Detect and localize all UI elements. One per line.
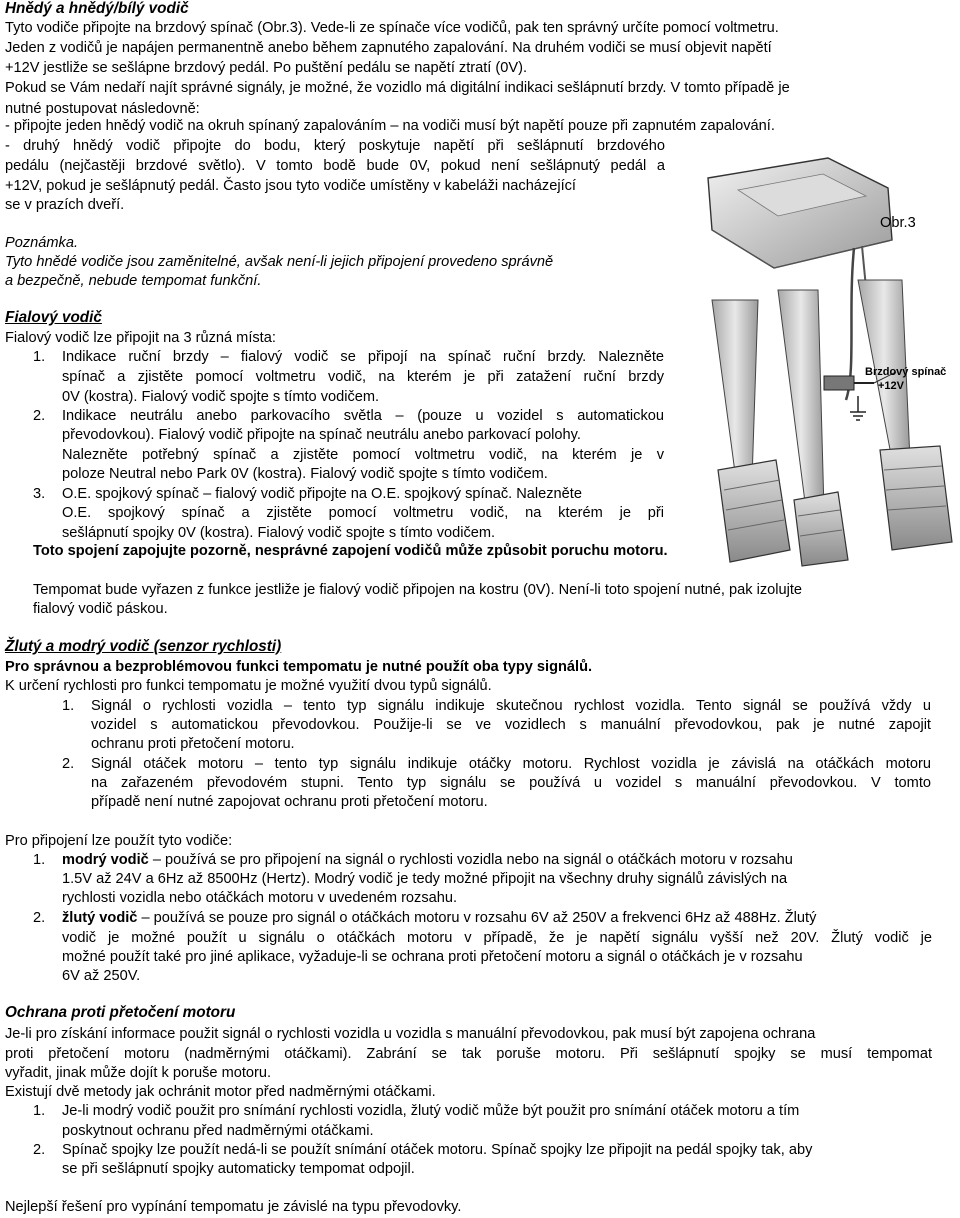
- warning-text: Toto spojení zapojujte pozorně, nesprávné zapojení vodičů může způsobit poruchu motoru.: [33, 543, 668, 559]
- figure-brake-switch: [678, 150, 958, 568]
- list-line: sešlápnutí spojky 0V (kostra). Fialový vodič spojte s tímto vodičem.: [62, 525, 496, 541]
- list-line: Indikace neutrálu anebo parkovacího světla – (pouze u vozidel s automatickou: [62, 408, 664, 424]
- list-line: možné použít také pro jiné aplikace, vyžaduje-li se ochrana proti přetočení motoru a signál o otáčkách je v rozsahu: [62, 949, 803, 965]
- list-line: O.E. spojkový spínač a zjistěte pomocí voltmetru vodič, na kterém je při: [62, 505, 664, 521]
- figure-caption: Obr.3: [880, 215, 916, 231]
- list-line: případě není nutné zapojovat ochranu proti přetočení motoru.: [91, 794, 488, 810]
- list-number: 3.: [33, 486, 46, 502]
- paragraph-line: Tyto vodiče připojte na brzdový spínač (Obr.3). Vede-li ze spínače více vodičů, pak ten správný určíte pomocí voltmetru.: [5, 20, 779, 36]
- paragraph-line: proti přetočení motoru (nadměrnými otáčkami). Zabrání se tak poruše motoru. Při sešlápnutí spojky se musí tempomat: [5, 1046, 932, 1062]
- list-line-first: [62, 851, 793, 869]
- bold-statement: Pro správnou a bezproblémovou funkci tempomatu je nutné použít oba typy signálů.: [5, 659, 593, 675]
- list-line: spínač a zjistěte pomocí voltmetru vodič, na kterém je při zatažení ruční brzdy: [62, 369, 664, 385]
- list-line: poskytnout ochranu před nadměrnými otáčkami.: [62, 1123, 374, 1139]
- closing-line: Nejlepší řešení pro vypínání tempomatu je závislé na typu převodovky.: [5, 1199, 462, 1215]
- figure-label-voltage: +12V: [878, 380, 904, 392]
- list-number: 1.: [33, 349, 46, 365]
- note-line: Tyto hnědé vodiče jsou zaměnitelné, avšak není-li jejich připojení provedeno správně: [5, 254, 554, 270]
- heading-speed-sensor: Žlutý a modrý vodič (senzor rychlosti): [5, 638, 282, 655]
- list-line: O.E. spojkový spínač – fialový vodič připojte na O.E. spojkový spínač. Nalezněte: [62, 486, 582, 502]
- list-line: Signál o rychlosti vozidla – tento typ signálu indikuje skutečnou rychlost vozidla. Tento signál se používá vždy u: [91, 698, 931, 714]
- wire-name-blue: modrý vodič: [62, 852, 149, 868]
- paragraph-line: Jeden z vodičů je napájen permanentně anebo během zapnutého zapalování. Na druhém vodiči se musí objevit napětí: [5, 40, 772, 56]
- list-line: 0V (kostra). Fialový vodič spojte s tímto vodičem.: [62, 389, 380, 405]
- list-line: převodovkou). Fialový vodič připojte na spínač neutrálu anebo parkovací polohy.: [62, 427, 581, 443]
- paragraph-line: - druhý hnědý vodič připojte do bodu, který poskytuje napětí při sešlápnutí brzdového: [5, 138, 665, 154]
- list-number: 1.: [62, 698, 75, 714]
- list-line: Spínač spojky lze použít nedá-li se použít snímání otáček motoru. Spínač spojky lze připojit na pedál spojky tak, aby: [62, 1142, 813, 1158]
- list-number: 2.: [33, 910, 46, 926]
- paragraph-line: Existují dvě metody jak ochránit motor před nadměrnými otáčkami.: [5, 1084, 436, 1100]
- list-line: ochranu proti přetočení motoru.: [91, 736, 295, 752]
- list-line: Nalezněte potřebný spínač a zjistěte pomocí voltmetru vodič, na kterém je v: [62, 447, 664, 463]
- list-number: 1.: [33, 1103, 46, 1119]
- list-line: Indikace ruční brzdy – fialový vodič se připojí na spínač ruční brzdy. Nalezněte: [62, 349, 664, 365]
- list-number: 2.: [33, 408, 46, 424]
- list-line: na zařazeném převodovém stupni. Tento typ signálu se používá u vozidel s manuální převodovkou. V tomto: [91, 775, 931, 791]
- paragraph-line: Pokud se Vám nedaří najít správné signály, je možné, že vozidlo má digitální indikaci sešlápnutí brzdy. V tomto případě je: [5, 80, 790, 96]
- list-line: se při sešlápnutí spojky automaticky tempomat odpojil.: [62, 1161, 415, 1177]
- paragraph-line: vyřadit, jinak může dojít k poruše motoru.: [5, 1065, 272, 1081]
- wire-name-yellow: žlutý vodič: [62, 910, 138, 926]
- paragraph-line: - připojte jeden hnědý vodič na okruh spínaný zapalováním – na vodiči musí být napětí pouze při zapnutém zapalování.: [5, 118, 775, 134]
- list-line: rychlosti vozidla nebo otáčkách motoru v uvedeném rozsahu.: [62, 890, 458, 906]
- paragraph-line: fialový vodič páskou.: [33, 601, 168, 617]
- paragraph-line: Pro připojení lze použít tyto vodiče:: [5, 833, 233, 849]
- paragraph-line: K určení rychlosti pro funkci tempomatu je možné využití dvou typů signálů.: [5, 678, 492, 694]
- list-line-first: [62, 909, 816, 927]
- wire-desc: – používá se pouze pro signál o otáčkách motoru v rozsahu 6V až 250V a frekvenci 6Hz až 488Hz. Žlutý: [137, 910, 817, 926]
- list-line: poloze Neutral nebo Park 0V (kostra). Fialový vodič spojte s tímto vodičem.: [62, 466, 548, 482]
- paragraph-line: nutné postupovat následovně:: [5, 101, 200, 117]
- paragraph-line: +12V jestliže se sešlápne brzdový pedál. Po puštění pedálu se napětí ztratí (0V).: [5, 60, 528, 76]
- list-line: Signál otáček motoru – tento typ signálu indikuje otáčky motoru. Rychlost vozidla je závislá na otáčkách motoru: [91, 756, 931, 772]
- paragraph-line: Tempomat bude vyřazen z funkce jestliže je fialový vodič připojen na kostru (0V). Není-li toto spojení nutné, pak izolujte: [33, 582, 803, 598]
- paragraph-line: pedálu (nejčastěji brzdové světlo). V tomto bodě bude 0V, pokud není sešlápnutý pedál a: [5, 158, 665, 174]
- heading-purple-wire: Fialový vodič: [5, 309, 102, 326]
- heading-overspeed-protection: Ochrana proti přetočení motoru: [5, 1004, 236, 1021]
- list-number: 2.: [62, 756, 75, 772]
- list-line: 6V až 250V.: [62, 968, 141, 984]
- heading-brown-wire: Hnědý a hnědý/bílý vodič: [5, 0, 189, 17]
- figure-label-brake-switch: Brzdový spínač: [865, 366, 947, 378]
- note-title: Poznámka.: [5, 235, 79, 251]
- list-line: 1.5V až 24V a 6Hz až 8500Hz (Hertz). Modrý vodič je tedy možné připojit na všechny druhy signálů závislých na: [62, 871, 788, 887]
- list-line: vozidel s automatickou převodovkou. Použije-li se ve vozidlech s manuální převodovkou, pak je nutné zapojit: [91, 717, 931, 733]
- note-line: a bezpečně, nebude tempomat funkční.: [5, 273, 262, 289]
- paragraph-line: Fialový vodič lze připojit na 3 různá místa:: [5, 330, 276, 346]
- list-line: Je-li modrý vodič použit pro snímání rychlosti vozidla, žlutý vodič může být použit pro snímání otáček motoru a tím: [62, 1103, 800, 1119]
- paragraph-line: se v prazích dveří.: [5, 197, 125, 213]
- list-number: 2.: [33, 1142, 46, 1158]
- pedal-illustration-icon: [678, 150, 958, 568]
- paragraph-line: Je-li pro získání informace použit signál o rychlosti vozidla u vozidla s manuální převodovkou, pak musí být zapojena ochrana: [5, 1026, 816, 1042]
- paragraph-line: +12V, pokud je sešlápnutý pedál. Často jsou tyto vodiče umístěny v kabeláži nacházející: [5, 178, 576, 194]
- list-line: vodič je možné použít u signálu o otáčkách motoru v případě, že je napětí signálu vyšší než 20V. Žlutý vodič je: [62, 930, 932, 946]
- list-number: 1.: [33, 852, 46, 868]
- wire-desc: – používá se pro připojení na signál o rychlosti vozidla nebo na signál o otáčkách motoru v rozsahu: [148, 852, 793, 868]
